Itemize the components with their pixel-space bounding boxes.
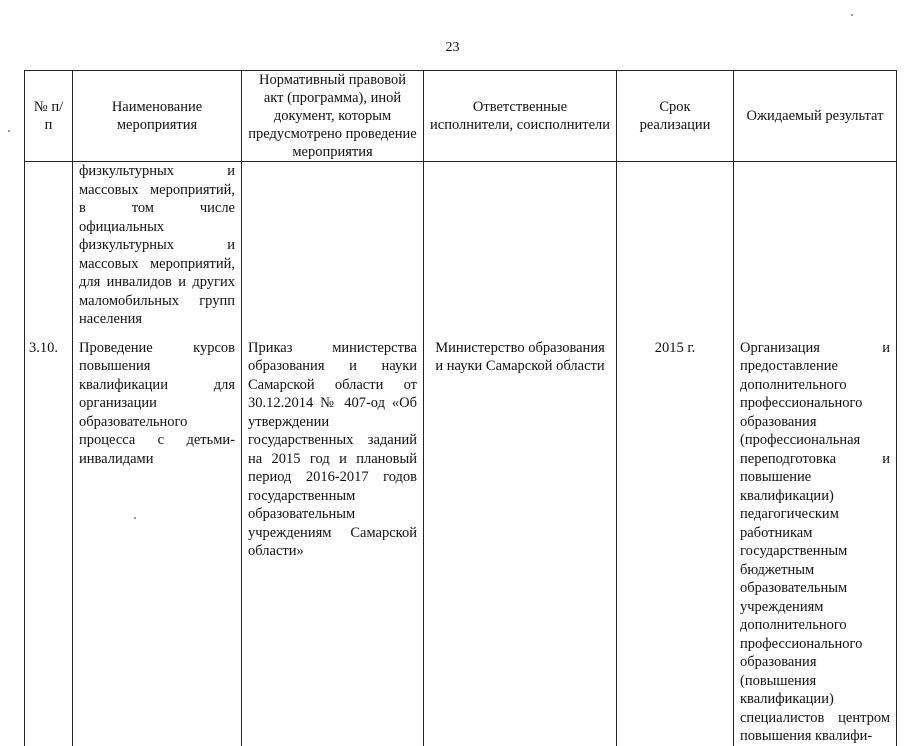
cell-measure-name: физкультурных и массовых мероприятий, в том числе официальных физкультурных и массовых мероприятий, для инвалидов и других маломобильных групп населения <box>73 162 242 339</box>
cell-normative-document: Приказ министерства образования и науки Самарской области от 30.12.2014 № 407-од «Об утверждении государственных заданий на 2015 год и плановый период 2016-2017 годов государственным образовательным учреждениям Самарской области» <box>242 339 424 746</box>
cell-responsible: Министерство образования и науки Самарской области <box>424 339 617 746</box>
measures-table <box>24 70 897 746</box>
header-expected-result: Ожидаемый результат <box>734 71 897 162</box>
header-term: Срок реализации <box>617 71 734 162</box>
scan-speck <box>8 130 10 132</box>
header-measure-name: Наименование мероприятия <box>73 71 242 162</box>
page-number: 23 <box>445 40 460 55</box>
header-number: № п/п <box>25 71 73 162</box>
table-row-continuation <box>25 162 897 339</box>
header-responsible: Ответственные исполнители, соисполнители <box>424 71 617 162</box>
cell-number: 3.10. <box>25 339 73 746</box>
cell-term: 2015 г. <box>617 339 734 746</box>
table-row-3-10 <box>25 339 897 746</box>
cell-term <box>617 162 734 339</box>
cell-measure-name: Проведение курсов повышения квалификации для организации образовательного процесса с детьми-инвалидами <box>73 339 242 746</box>
scan-speck <box>134 517 136 519</box>
cell-number <box>25 162 73 339</box>
header-normative-document: Нормативный правовой акт (программа), иной документ, которым предусмотрено проведение мероприятия <box>242 71 424 162</box>
cell-expected-result <box>734 162 897 339</box>
cell-normative-document <box>242 162 424 339</box>
table-header-row <box>25 71 897 162</box>
scan-speck <box>851 14 853 16</box>
cell-responsible <box>424 162 617 339</box>
cell-expected-result: Организация и предоставление дополнительного профессионального образования (профессиональная переподготовка и повышение квалификации) педагогическим работникам государственным бюджетным образовательным учреждениям дополнительного профессионального образования (повышения квалификации) специалистов центром повышения квалифи- <box>734 339 897 746</box>
